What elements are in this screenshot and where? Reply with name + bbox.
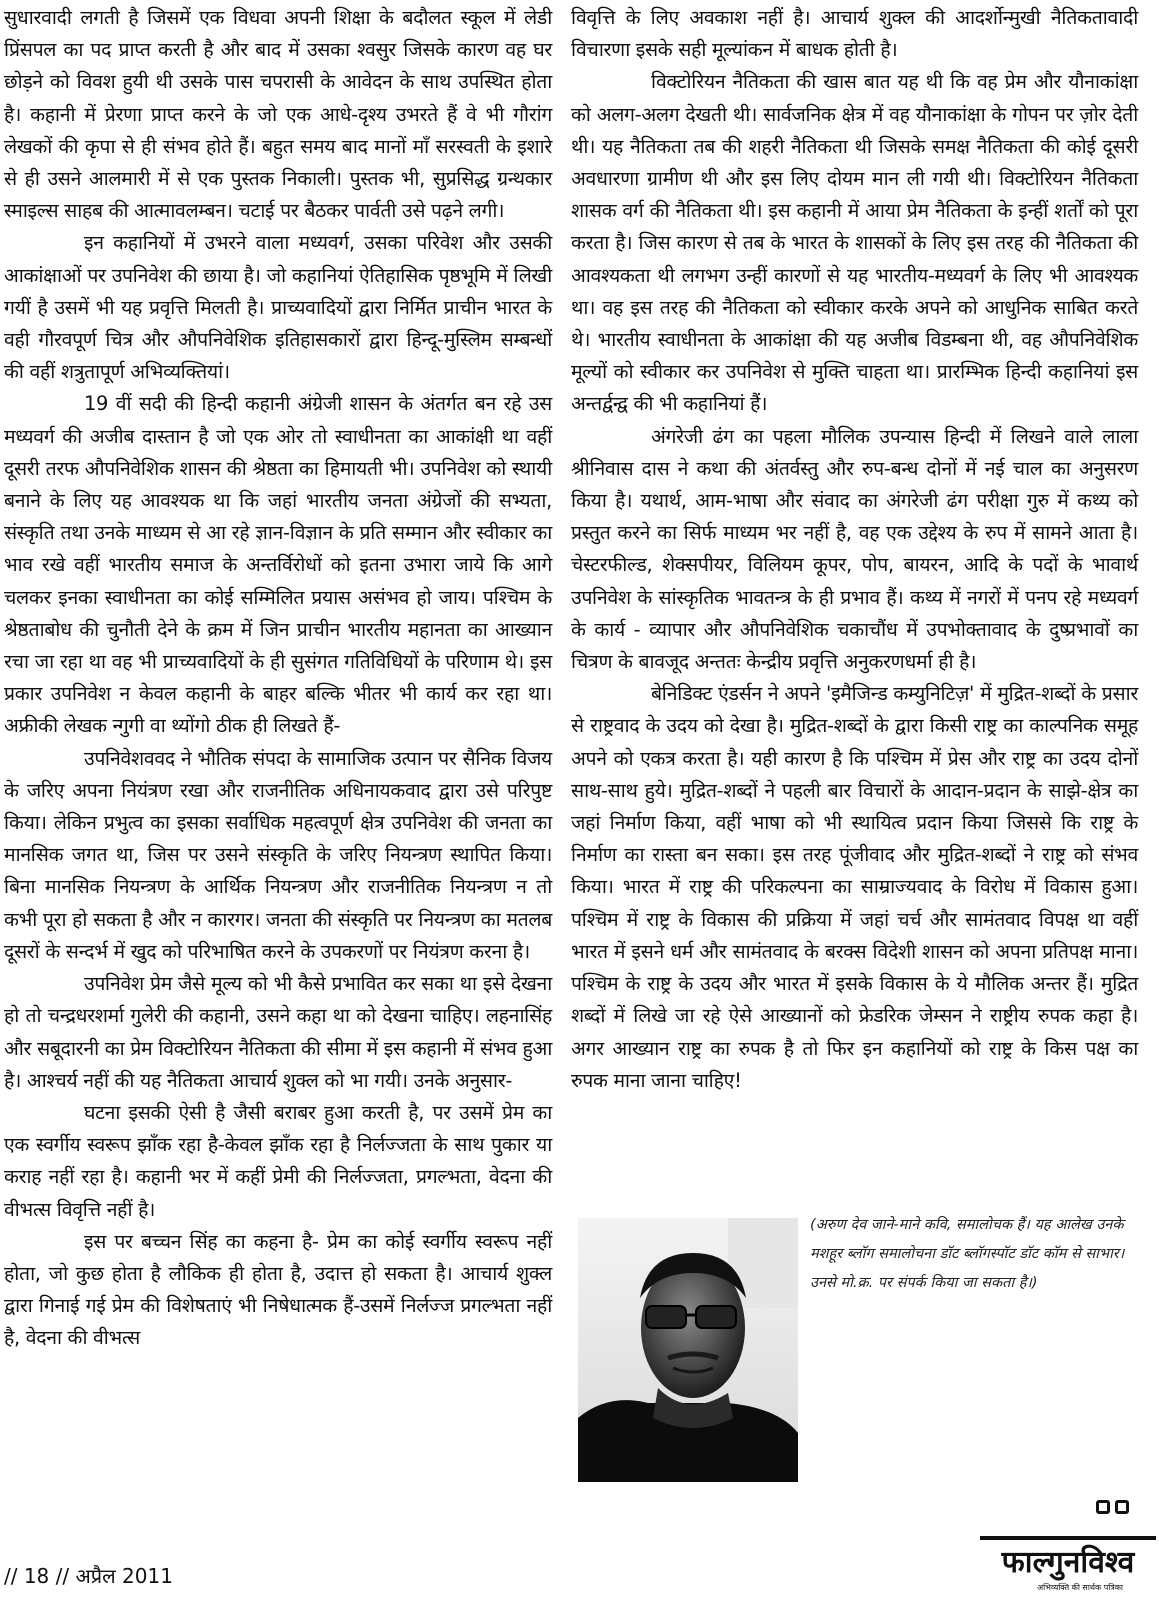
paragraph: विवृत्ति के लिए अवकाश नहीं है। आचार्य शुक्ल की आदर्शोन्मुखी नैतिकतावादी विचारणा इसके सही मूल्यांकन में बाधक होती है। bbox=[571, 6, 1138, 62]
author-photo bbox=[578, 1218, 798, 1482]
paragraph: विक्टोरियन नैतिकता की खास बात यह थी कि वह प्रेम और यौनाकांक्षा को अलग-अलग देखती थी। सार्वजनिक क्षेत्र में वह यौनाकांक्षा के गोपन पर ज़ोर देती थी। यह नैतिकता तब की शहरी नैतिकता थी जिसके समक्ष नैतिकता की कोई दूसरी अवधारणा ग्रामीण थी और इस लिए दोयम मान ली गयी थी। विक्टोरियन नैतिकता शासक वर्ग की नैतिकता थी। इस कहानी में आया प्रेम नैतिकता के इन्हीं शर्तों को पूरा करता है। जिस कारण से तब के भारत के शासकों के लिए इस तरह की नैतिकता की आवश्यकता थी लगभग उन्हीं कारणों से यह भारतीय-मध्यवर्ग के लिए भी आवश्यक था। वह इस तरह की नैतिकता को स्वीकार करके अपने को आधुनिक साबित करते थे। भारतीय स्वाधीनता के आकांक्षा की यह अजीब विडम्बना थी, वह औपनिवेशिक मूल्यों को स्वीकार कर उपनिवेश से मुक्ति चाहता था। प्रारम्भिक हिन्दी कहानियां इस अन्तर्द्वन्द्व की भी कहानियां हैं। bbox=[571, 70, 1138, 416]
paragraph: सुधारवादी लगती है जिसमें एक विधवा अपनी शिक्षा के बदौलत स्कूल में लेडी प्रिंसपल का पद प्राप्त करती है और बाद में उसका श्वसुर जिसके कारण वह घर छोड़ने को विवश हुयी थी उसके पास चपरासी के आवेदन के साथ उपस्थित होता है। कहानी में प्रेरणा प्राप्त करने के जो एक आधे-दृश्य उभरते हैं वे भी गौरांग लेखकों की कृपा से ही संभव होते हैं। बहुत समय बाद मानों माँ सरस्वती के इशारे से ही उसने आलमारी में से एक पुस्तक निकाली। पुस्तक भी, सुप्रसिद्ध ग्रन्थकार स्माइल्स साहब की आत्मावलम्बन। चटाई पर बैठकर पार्वती उसे पढ़ने लगी। bbox=[4, 6, 552, 223]
paragraph: इन कहानियों में उभरने वाला मध्यवर्ग, उसका परिवेश और उसकी आकांक्षाओं पर उपनिवेश की छाया है। जो कहानियां ऐतिहासिक पृष्ठभूमि में लिखी गयीं है उसमें भी यह प्रवृत्ति मिलती है। प्राच्यवादियों द्वारा निर्मित प्राचीन भारत के वही गौरवपूर्ण चित्र और औपनिवेशिक इतिहासकारों द्वारा हिन्दू-मुस्लिम सम्बन्धों की वहीं शत्रुतापूर्ण अभिव्यक्तियां। bbox=[4, 231, 552, 384]
logo-tagline: अभिव्यक्ति की सार्थक पत्रिका bbox=[1037, 1583, 1123, 1592]
end-marker bbox=[1096, 1500, 1136, 1518]
paragraph: 19 वीं सदी की हिन्दी कहानी अंग्रेजी शासन के अंतर्गत बन रहे उस मध्यवर्ग की अजीब दास्तान है जो एक ओर तो स्वाधीनता का आकांक्षी था वहीं दूसरी तरफ औपनिवेशिक शासन की श्रेष्ठता का हिमायती भी। उपनिवेश को स्थायी बनाने के लिए यह आवश्यक था कि जहां भारतीय जनता अंग्रेजों की सभ्यता, संस्कृति तथा उनके माध्यम से आ रहे ज्ञान-विज्ञान के प्रति सम्मान और स्वीकार का भाव रखे वहीं भारतीय समाज के अन्तर्विरोधों को इतना उभारा जाये कि आगे चलकर इनका स्वाधीनता का कोई सम्मिलित प्रयास असंभव हो जाय। पश्चिम के श्रेष्ठताबोध की चुनौती देने के क्रम में जिन प्राचीन भारतीय महानता का आख्यान रचा जा रहा था वह भी प्राच्यवादियों के ही सुसंगत गतिविधियों के परिणाम थे। इस प्रकार उपनिवेश न केवल कहानी के बाहर बल्कि भीतर भी कार्य कर रहा था। अफ्रीकी लेखक न्गुगी वा थ्योंगो ठीक ही लिखते हैं- bbox=[4, 392, 552, 738]
paragraph: बेनिडिक्ट एंडर्सन ने अपने 'इमैजिन्ड कम्युनिटिज़' में मुद्रित-शब्दों के प्रसार से राष्ट्रवाद के उदय को देखा है। मुद्रित-शब्दों के द्वारा किसी राष्ट्र का काल्पनिक समूह अपने को एकत्र करता है। यही कारण है कि पश्चिम में प्रेस और राष्ट्र का उदय दोनों साथ-साथ हुये। मुद्रित-शब्दों ने पहली बार विचारों के आदान-प्रदान के साझे-क्षेत्र का जहां निर्माण किया, वहीं भाषा को भी स्थायित्व प्रदान किया जिससे कि राष्ट्र के निर्माण का रास्ता बन सका। इस तरह पूंजीवाद और मुद्रित-शब्दों ने राष्ट्र को संभव किया। भारत में राष्ट्र की परिकल्पना का साम्राज्यवाद के विरोध में विकास हुआ। पश्चिम में राष्ट्र के विकास की प्रक्रिया में जहां चर्च और सामंतवाद विपक्ष था वहीं भारत में इसने धर्म और सामंतवाद के बरक्स विदेशी शासन को अपना प्रतिपक्ष माना। पश्चिम के राष्ट्र के उदय और भारत में इसके विकास के ये मौलिक अन्तर हैं। मुद्रित शब्दों में लिखे जा रहे ऐसे आख्यानों को फ्रेडरिक जेम्सन ने राष्ट्रीय रुपक कहा है। अगर आख्यान राष्ट्र का रुपक है तो फिर इन कहानियों को राष्ट्र के किस पक्ष का रुपक माना जाना चाहिए! bbox=[571, 682, 1138, 1092]
quote-paragraph: घटना इसकी ऐसी है जैसी बराबर हुआ करती है, पर उसमें प्रेम का एक स्वर्गीय स्वरूप झाँक रहा है-केवल झाँक रहा है निर्लज्जता के साथ पुकार या कराह नहीं रहा है। कहानी भर में कहीं प्रेमी की निर्लज्जता, प्रगल्भता, वेदना की वीभत्स विवृत्ति नहीं है। bbox=[4, 1100, 552, 1221]
author-portrait-image bbox=[578, 1218, 798, 1482]
page-footer-info: // 18 // अप्रैल 2011 bbox=[4, 1564, 173, 1588]
logo-text: फाल्गुनविश्व bbox=[1001, 1545, 1135, 1580]
quote-paragraph: उपनिवेशववद ने भौतिक संपदा के सामाजिक उत्पान पर सैनिक विजय के जरिए अपना नियंत्रण रखा और राजनीतिक अधिनायकवाद द्वारा उसे परिपुष्ट किया। लेकिन प्रभुत्व का इसका सर्वाधिक महत्वपूर्ण क्षेत्र उपनिवेश की जनता का मानसिक जगत था, जिस पर उसने संस्कृति के जरिए नियन्त्रण स्थापित किया। बिना मानसिक नियन्त्रण के आर्थिक नियन्त्रण और राजनीतिक नियन्त्रण न तो कभी पूरा हो सकता है और न कारगर। जनता की संस्कृति पर नियन्त्रण का मतलब दूसरों के सन्दर्भ में खुद को परिभाषित करने के उपकरणों पर नियंत्रण करना है। bbox=[4, 746, 552, 963]
paragraph: इस पर बच्चन सिंह का कहना है- प्रेम का कोई स्वर्गीय स्वरूप नहीं होता, जो कुछ होता है लौकिक ही होता है, उदात्त हो सकता है। आचार्य शुक्ल द्वारा गिनाई गई प्रेम की विशेषताएं भी निषेधात्मक हैं-उसमें निर्लज्ज प्रगल्भता नहीं है, वेदना की वीभत्स bbox=[4, 1229, 552, 1350]
author-note: (अरुण देव जाने-माने कवि, समालोचक हैं। यह आलेख उनके मशहूर ब्लॉग समालोचना डॉट ब्लॉगस्पॉट डॉट कॉम से साभार। उनसे मो.क्र. पर संपर्क किया जा सकता है।) bbox=[810, 1217, 1125, 1291]
paragraph: अंगरेजी ढंग का पहला मौलिक उपन्यास हिन्दी में लिखने वाले लाला श्रीनिवास दास ने कथा की अंतर्वस्तु और रुप-बन्ध दोनों में नई चाल का अनुसरण किया है। यथार्थ, आम-भाषा और संवाद का अंगरेजी ढंग परीक्षा गुरु में कथ्य को प्रस्तुत करने का सिर्फ माध्यम भर नहीं है, वह एक उद्देश्य के रुप में सामने आता है। चेस्टरफील्ड, शेक्सपीयर, विलियम कूपर, पोप, बायरन, आदि के पदों के भावार्थ उपनिवेश के सांस्कृतिक भावतन्त्र के ही प्रभाव हैं। कथ्य में नगरों में पनप रहे मध्यवर्ग के कार्य - व्यापार और औपनिवेशिक चकाचौंध में उपभोक्तावाद के दुष्प्रभावों का चित्रण के बावजूद अन्ततः केन्द्रीय प्रवृत्ति अनुकरणधर्मा ही है। bbox=[571, 424, 1138, 674]
paragraph: उपनिवेश प्रेम जैसे मूल्य को भी कैसे प्रभावित कर सका था इसे देखना हो तो चन्द्रधरशर्मा गुलेरी की कहानी, उसने कहा था को देखना चाहिए। लहनासिंह और सबूदारनी का प्रेम विक्टोरियन नैतिकता की सीमा में इस कहानी में संभव हुआ है। आश्चर्य नहीं की यह नैतिकता आचार्य शुक्ल को भा गयी। उनके अनुसार- bbox=[4, 972, 552, 1092]
left-column bbox=[4, 2, 552, 1355]
end-marker-square bbox=[1096, 1500, 1110, 1514]
right-column bbox=[571, 2, 1138, 1097]
magazine-logo bbox=[980, 1528, 1156, 1596]
end-marker-square bbox=[1115, 1500, 1129, 1514]
